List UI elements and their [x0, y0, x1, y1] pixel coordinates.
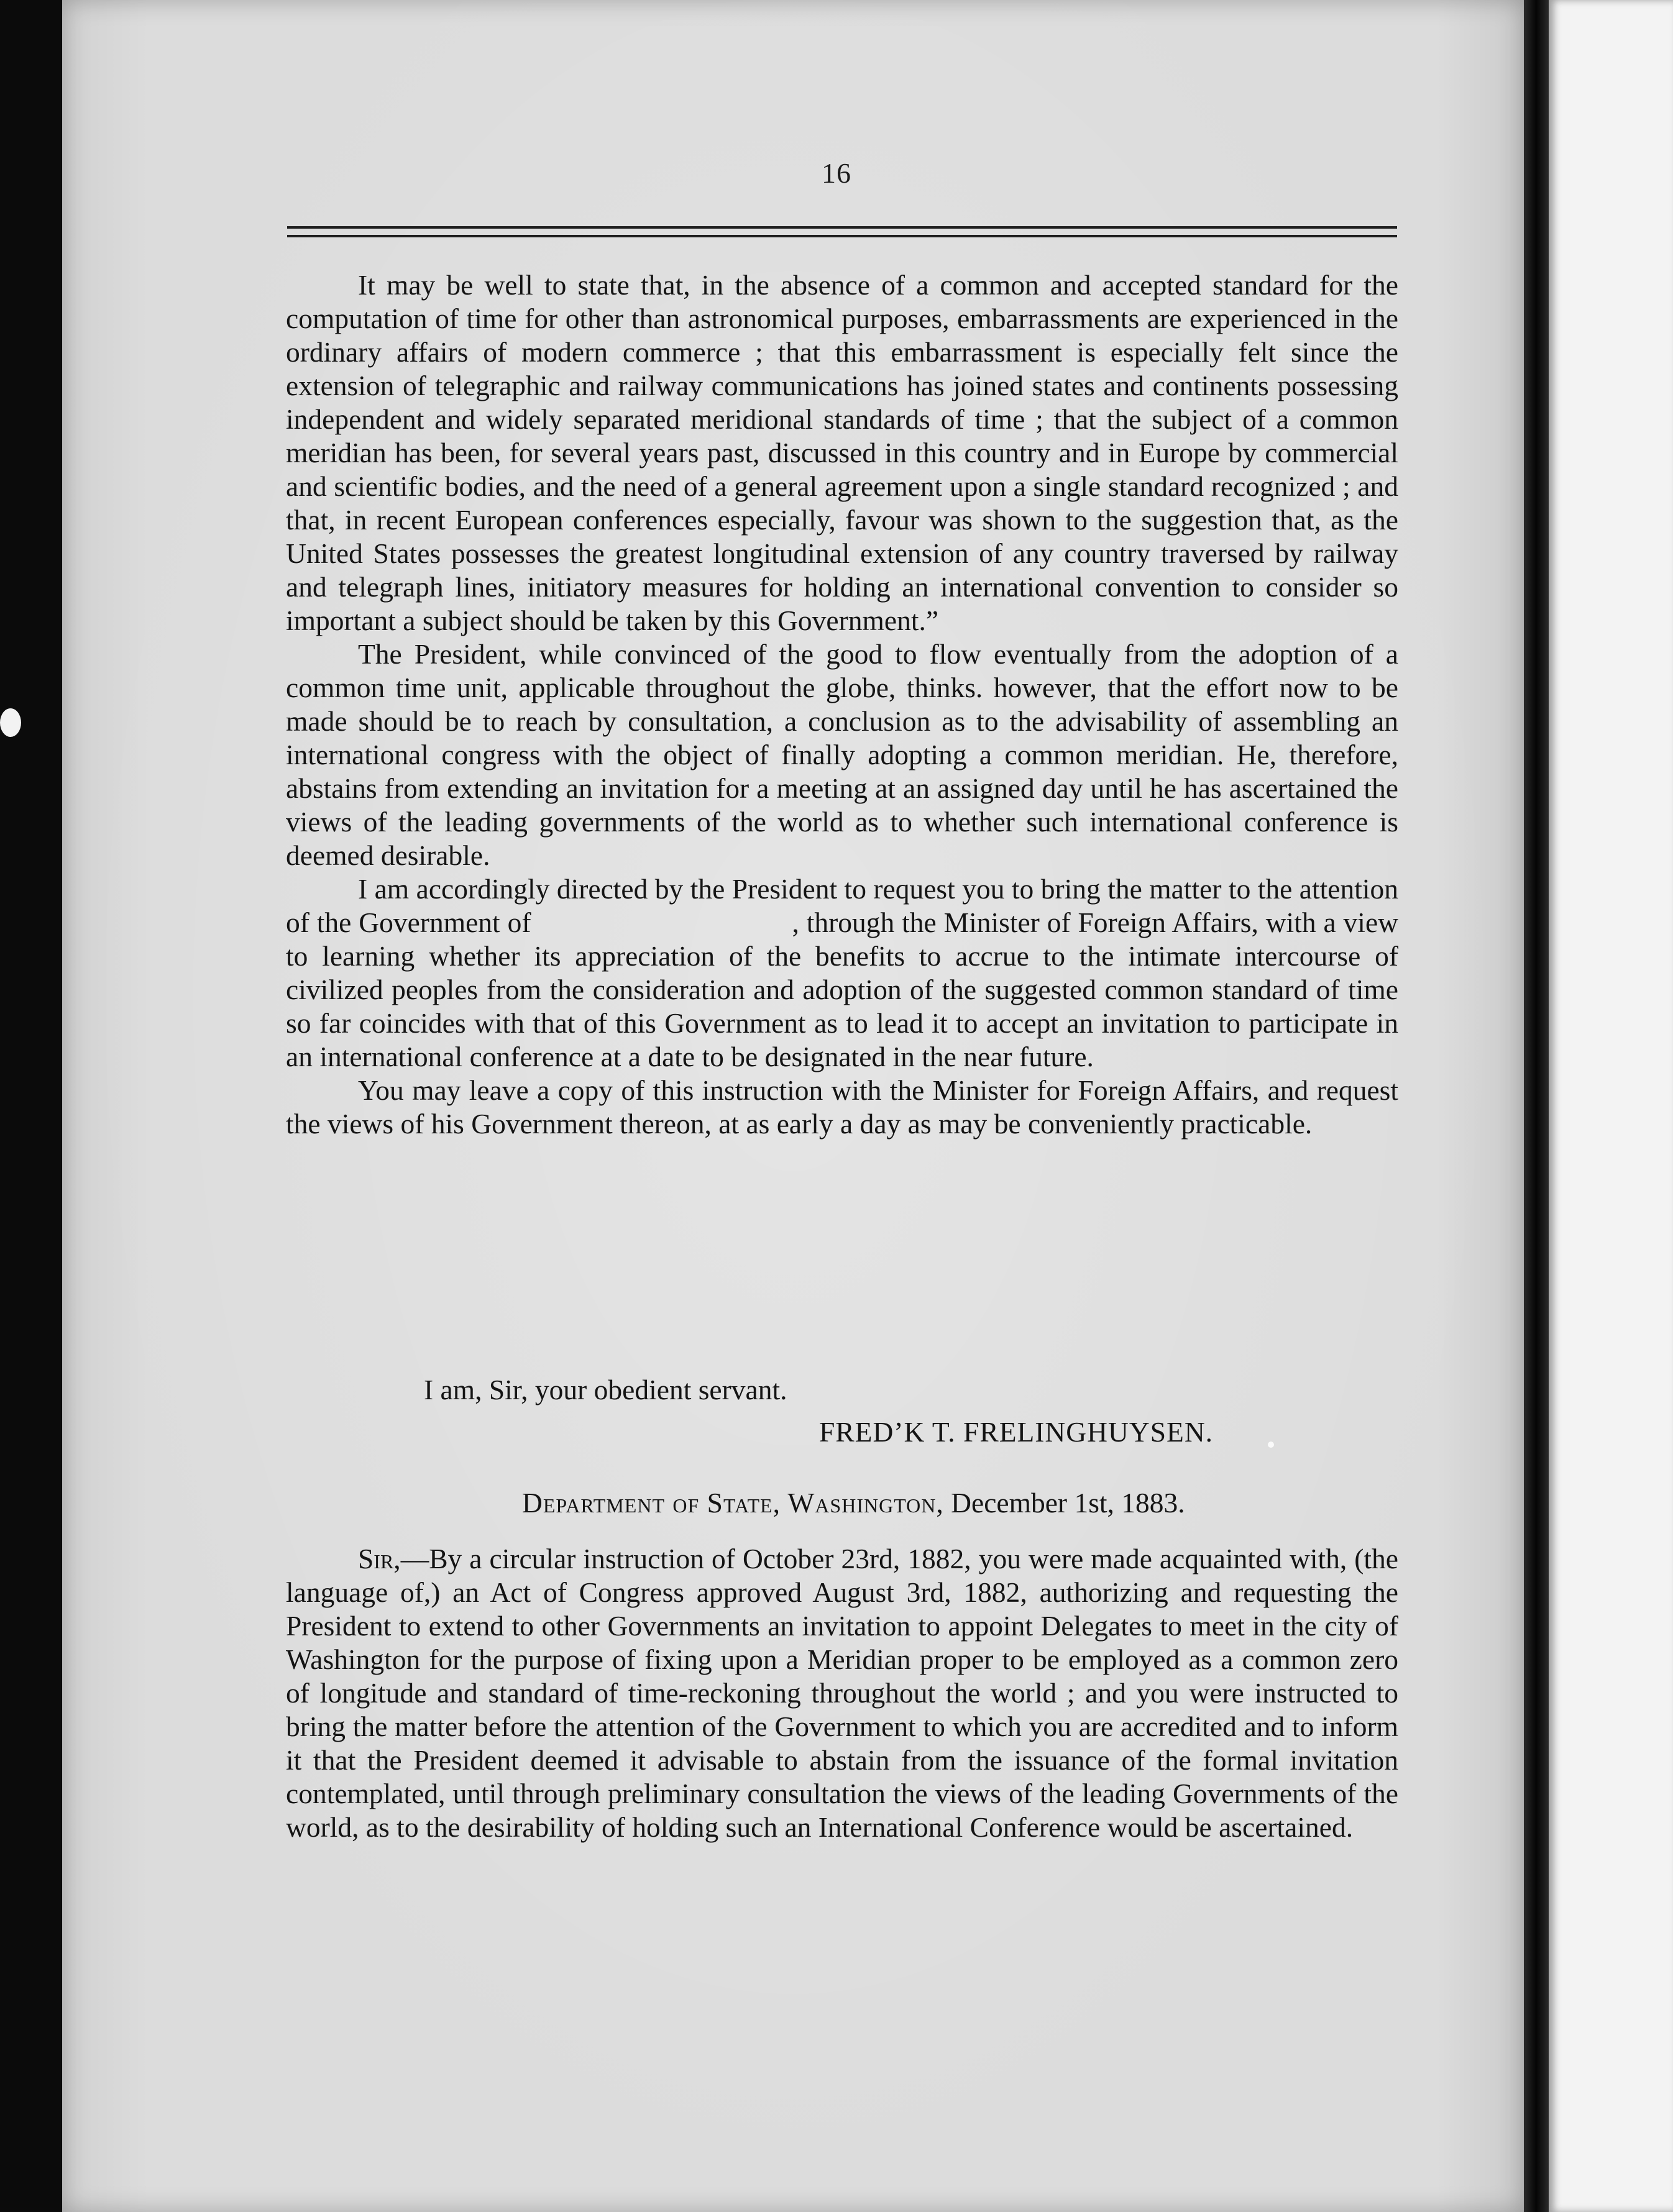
dateline	[522, 1486, 1185, 1519]
letter-2-paragraph	[286, 1542, 1398, 1844]
directed-paragraph-end: , through the Minister of Foreign Affairs, with a view to learning whether its appreciation of the benefits to accrue to the intimate intercourse of civilized peoples from the consideration and adoption of the suggested common standard of time so far coincides with that of this Government as to lead it to accept an invitation to participate in an international conference at a date to be designated in the near future.	[286, 907, 1398, 1072]
directed-paragraph-start: I am accordingly directed by the President to request you to bring the matter to the attention of the Government of	[286, 873, 1398, 938]
directed-paragraph	[286, 872, 1398, 1074]
scan-speck	[1268, 1442, 1274, 1448]
salutation: Sir,	[358, 1543, 401, 1574]
dateline-city: Washington,	[787, 1487, 944, 1519]
header-rule-bottom	[287, 235, 1397, 237]
president-paragraph: The President, while convinced of the good to flow eventually from the adoption of a common time unit, applicable throughout the globe, thinks. however, that the effort now to be made should be to reach by consultation, a conclusion as to the advisability of assembling an international congress with the object of finally adopting a common meridian. He, therefore, abstains from extending an invitation for a meeting at an assigned day until he has ascertained the views of the leading governments of the world as to whether such international conference is deemed desirable.	[286, 638, 1398, 871]
letter-1-body	[286, 268, 1398, 1141]
signature: FRED’K T. FRELINGHUYSEN.	[819, 1416, 1214, 1448]
binding-gutter	[1524, 0, 1549, 2212]
letter-2-body	[286, 1542, 1398, 1844]
page-number: 16	[822, 157, 851, 189]
scan-speck	[0, 708, 21, 737]
closing-line: I am, Sir, your obedient servant.	[424, 1374, 787, 1405]
dateline-department: Department of State,	[522, 1487, 781, 1519]
quoted-paragraph: It may be well to state that, in the absence of a common and accepted standard for the computation of time for other than astronomical purposes, embarrassments are experienced in the ordinary affairs of modern commerce ; that this embarrassment is especially felt since the extension of telegraphic and railway communications has joined states and continents possessing independent and widely separated meridional standards of time ; that the subject of a common meridian has been, for several years past, discussed in this country and in Europe by commercial and scientific bodies, and the need of a general agreement upon a single standard recognized ; and that, in recent European conferences especially, favour was shown to the suggestion that, as the United States possesses the greatest longitudinal extension of any country traversed by railway and telegraph lines, initiatory measures for holding an international convention to consider so important a subject should be taken by this Government.”	[286, 269, 1398, 636]
letter-2-text: —By a circular instruction of October 23rd, 1882, you were made acquainted with, (the language of,) an Act of Congress approved August 3rd, 1882, authorizing and requesting the President to extend to other Governments an invitation to appoint Delegates to meet in the city of Washington for the purpose of fixing upon a Meridian proper to be employed as a common zero of longitude and standard of time-reckoning throughout the world ; and you were instructed to bring the matter before the attention of the Government to which you are accredited and to inform it that the President deemed it advisable to abstain from the issuance of the formal invitation contemplated, until through preliminary consultation the views of the leading Governments of the world, as to the desirability of holding such an International Conference would be ascertained.	[286, 1543, 1398, 1843]
copy-paragraph: You may leave a copy of this instruction with the Minister for Foreign Affairs, and request the views of his Government thereon, at as early a day as may be conveniently practicable.	[286, 1074, 1398, 1140]
facing-page-edge	[1549, 0, 1673, 2212]
header-rule-top	[287, 226, 1397, 229]
dateline-date: December 1st, 1883.	[951, 1487, 1185, 1519]
